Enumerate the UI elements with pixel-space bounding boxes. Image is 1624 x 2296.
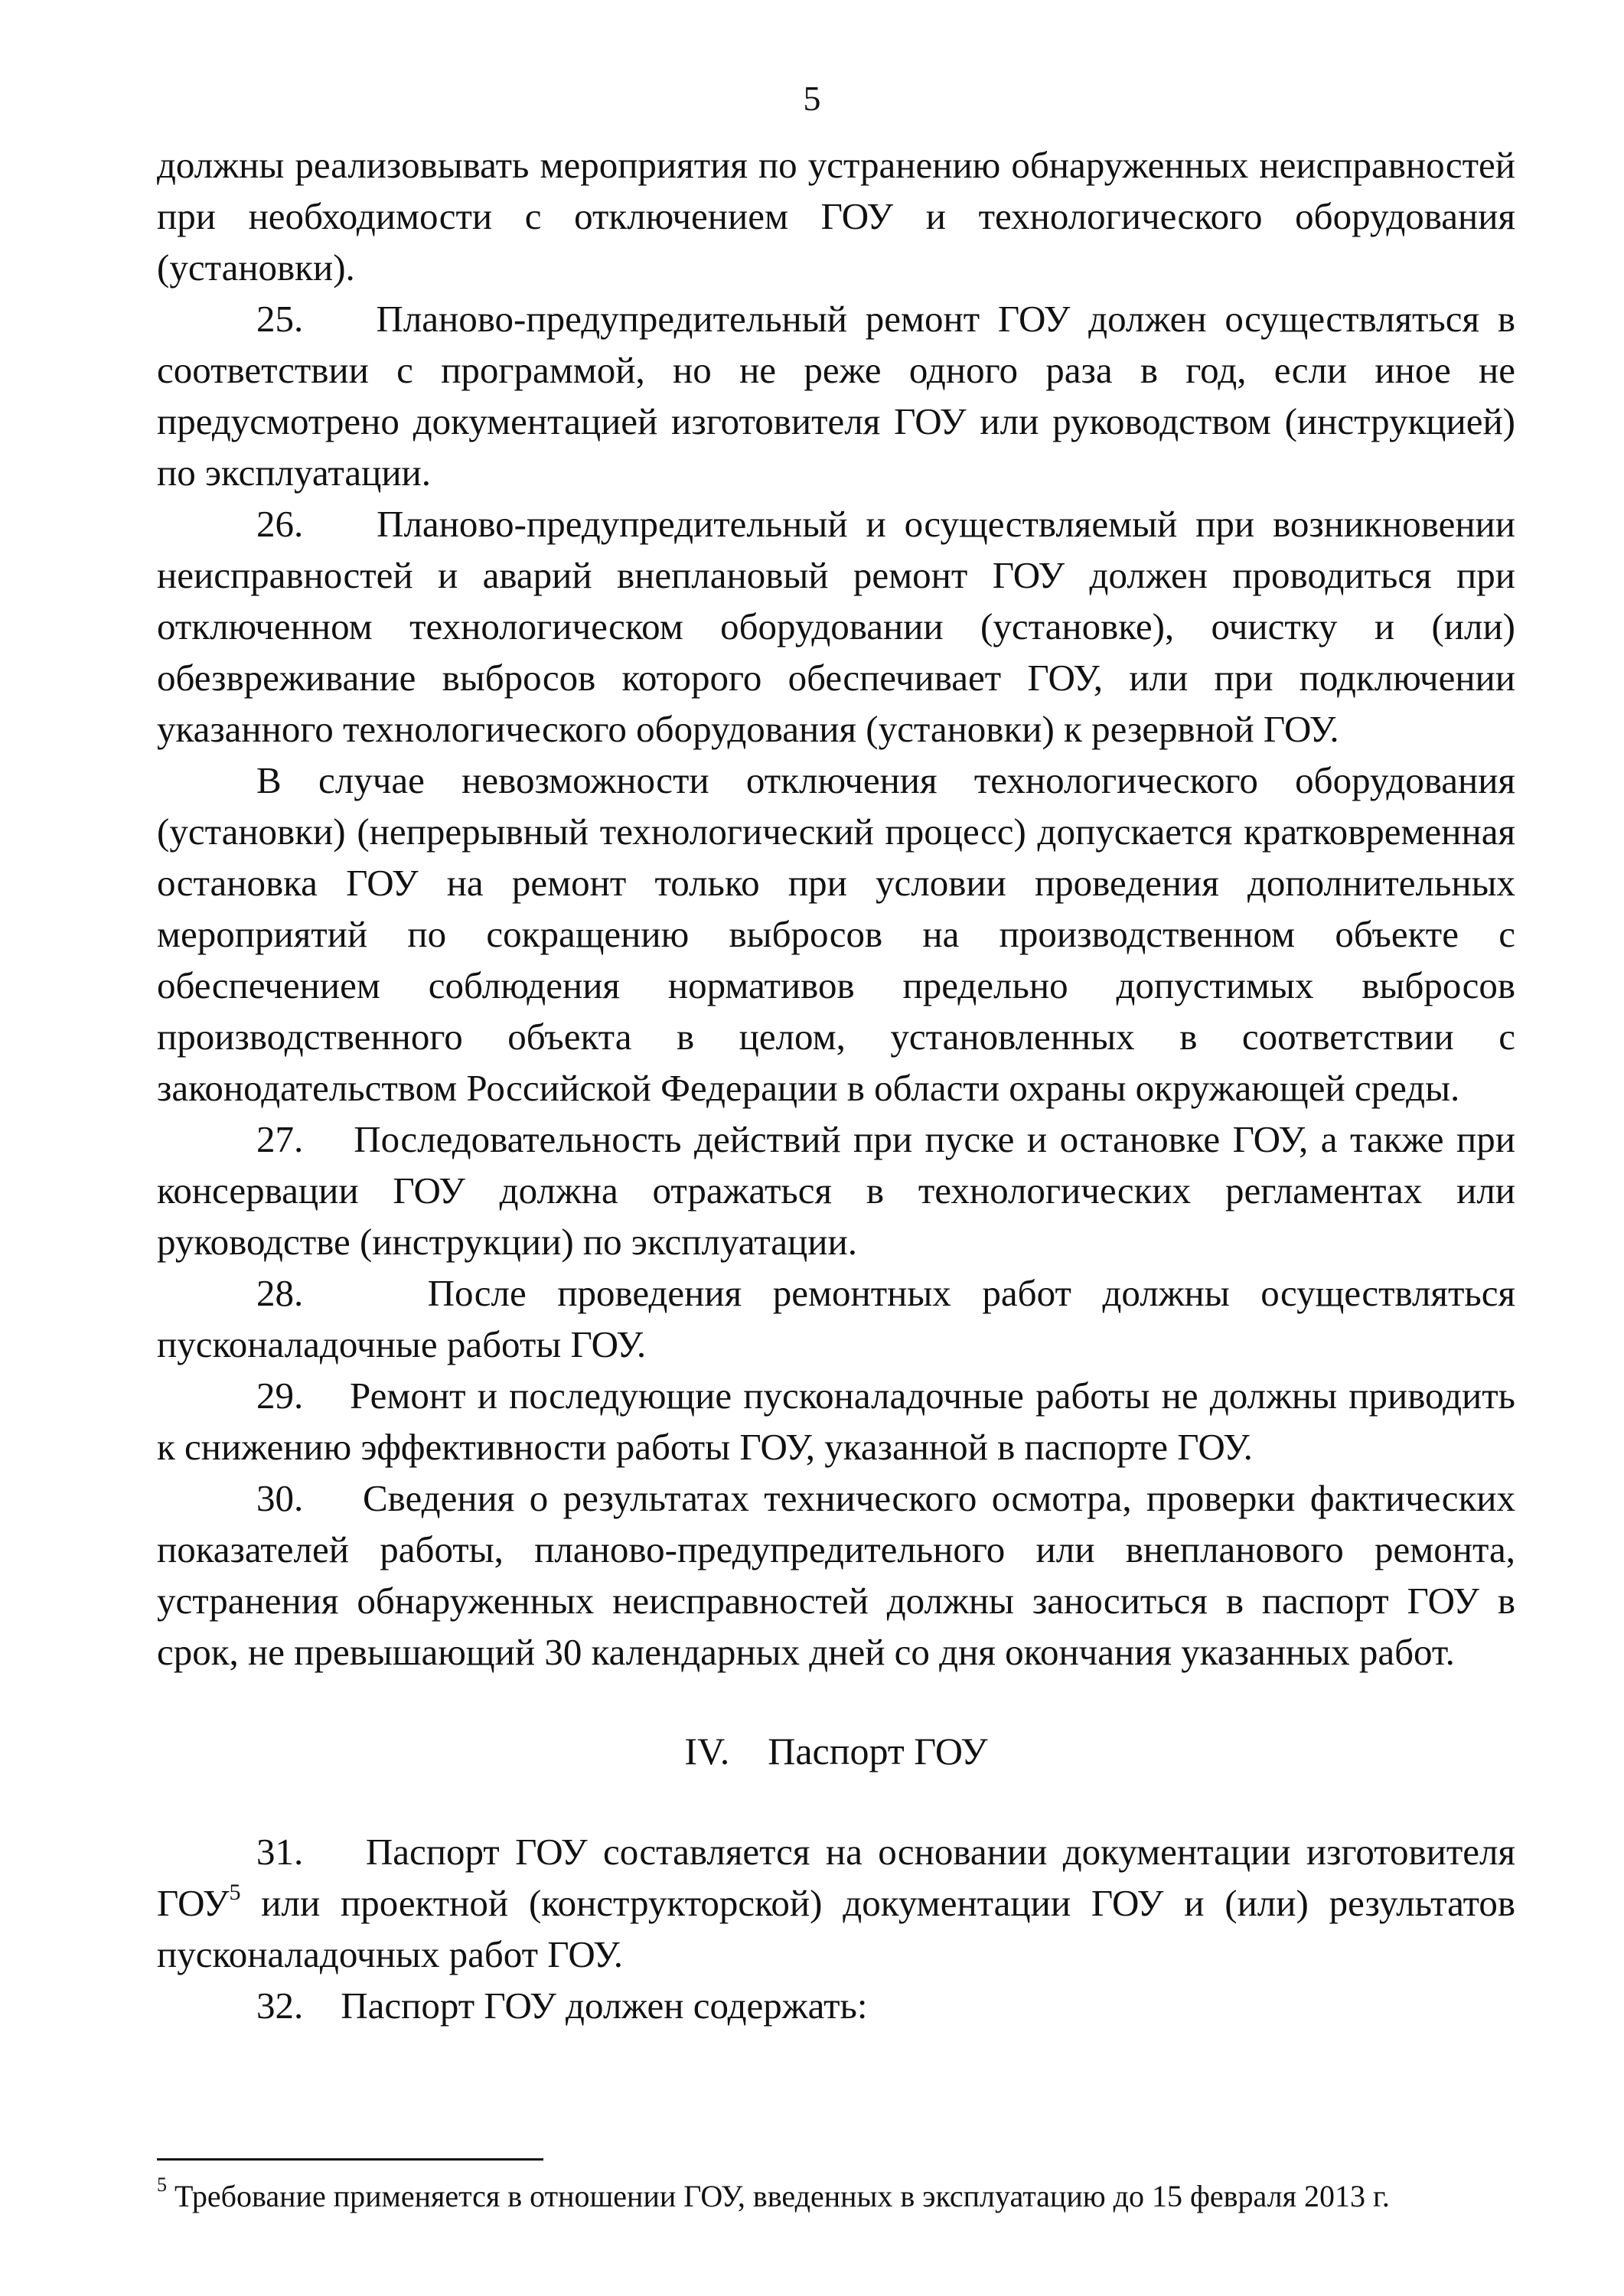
paragraph-number: 26. bbox=[256, 503, 304, 545]
footnote bbox=[157, 2173, 1519, 2214]
paragraph-number: 30. bbox=[256, 1477, 304, 1519]
paragraph-number: 28. bbox=[256, 1272, 304, 1314]
paragraph-30 bbox=[157, 1473, 1515, 1678]
paragraph-number: 25. bbox=[256, 298, 304, 340]
paragraph-text: Сведения о результатах технического осмотра, проверки фактических показателей работы, планово-предупредительного или внепланового ремонта, устранения обнаруженных неисправностей должны заноситься в паспорт ГОУ в срок, не превышающий 30 календарных дней со дня окончания указанных работ. bbox=[157, 1477, 1516, 1673]
section-heading bbox=[157, 1726, 1515, 1777]
paragraph-text: Ремонт и последующие пусконаладочные работы не должны приводить к снижению эффективности работы ГОУ, указанной в паспорте ГОУ. bbox=[157, 1375, 1516, 1468]
paragraph-text: Планово-предупредительный и осуществляемый при возникновении неисправностей и аварий внеплановый ремонт ГОУ должен проводиться при отключенном технологическом оборудовании (установке), очистку и (или) обезвреживание выбросов которого обеспечивает ГОУ, или при подключении указанного технологического оборудования (установки) к резервной ГОУ. bbox=[157, 503, 1515, 750]
paragraph-text: Последовательность действий при пуске и остановке ГОУ, а также при консервации ГОУ должна отражаться в технологических регламентах или руководстве (инструкции) по эксплуатации. bbox=[157, 1118, 1516, 1263]
section-title: Паспорт ГОУ bbox=[768, 1730, 988, 1773]
paragraph-text: После проведения ремонтных работ должны осуществляться пусконаладочные работы ГОУ. bbox=[157, 1272, 1516, 1365]
paragraph-number: 32. bbox=[256, 1985, 304, 2027]
footnote-text: Требование применяется в отношении ГОУ, введенных в эксплуатацию до 15 февраля 2013 г. bbox=[174, 2179, 1390, 2213]
paragraph-31 bbox=[157, 1826, 1515, 1980]
document-body bbox=[157, 139, 1515, 2031]
page-number: 5 bbox=[803, 79, 821, 118]
paragraph-29 bbox=[157, 1370, 1515, 1473]
paragraph-27 bbox=[157, 1114, 1515, 1267]
paragraph-26 bbox=[157, 498, 1515, 755]
paragraph-number: 29. bbox=[256, 1375, 304, 1417]
paragraph-25 bbox=[157, 293, 1515, 498]
paragraph-text: Планово-предупредительный ремонт ГОУ должен осуществляться в соответствии с программой, но не реже одного раза в год, если иное не предусмотрено документацией изготовителя ГОУ или руководством (инструкцией) по эксплуатации. bbox=[157, 298, 1515, 494]
paragraph-number: 31. bbox=[256, 1831, 304, 1873]
section-roman-numeral: IV. bbox=[684, 1730, 730, 1773]
paragraph-text: В случае невозможности отключения технологического оборудования (установки) (непрерывный технологический процесс) допускается кратковременная остановка ГОУ на ремонт только при условии проведения дополнительных мероприятий по сокращению выбросов на производственном объекте с обеспечением соблюдения нормативов предельно допустимых выбросов производственного объекта в целом, установленных в соответствии с законодательством Российской Федерации в области охраны окружающей среды. bbox=[157, 759, 1515, 1109]
footnote-mark: 5 bbox=[157, 2173, 167, 2196]
paragraph-28 bbox=[157, 1267, 1515, 1370]
paragraph-text: должны реализовывать мероприятия по устранению обнаруженных неисправностей при необходимости с отключением ГОУ и технологического оборудования (установки). bbox=[157, 144, 1515, 289]
paragraph-text: или проектной (конструкторской) документации ГОУ и (или) результатов пусконаладочных работ ГОУ. bbox=[157, 1882, 1515, 1975]
paragraph-continuation bbox=[157, 139, 1515, 293]
paragraph-text: Паспорт ГОУ составляется на основании документации изготовителя ГОУ bbox=[157, 1831, 1516, 1924]
footnote-divider bbox=[157, 2158, 543, 2161]
paragraph-26-continued bbox=[157, 755, 1515, 1114]
footnote-reference: 5 bbox=[229, 1879, 241, 1905]
paragraph-32 bbox=[157, 1980, 1515, 2031]
paragraph-number: 27. bbox=[256, 1118, 304, 1160]
paragraph-text: Паспорт ГОУ должен содержать: bbox=[341, 1985, 868, 2027]
